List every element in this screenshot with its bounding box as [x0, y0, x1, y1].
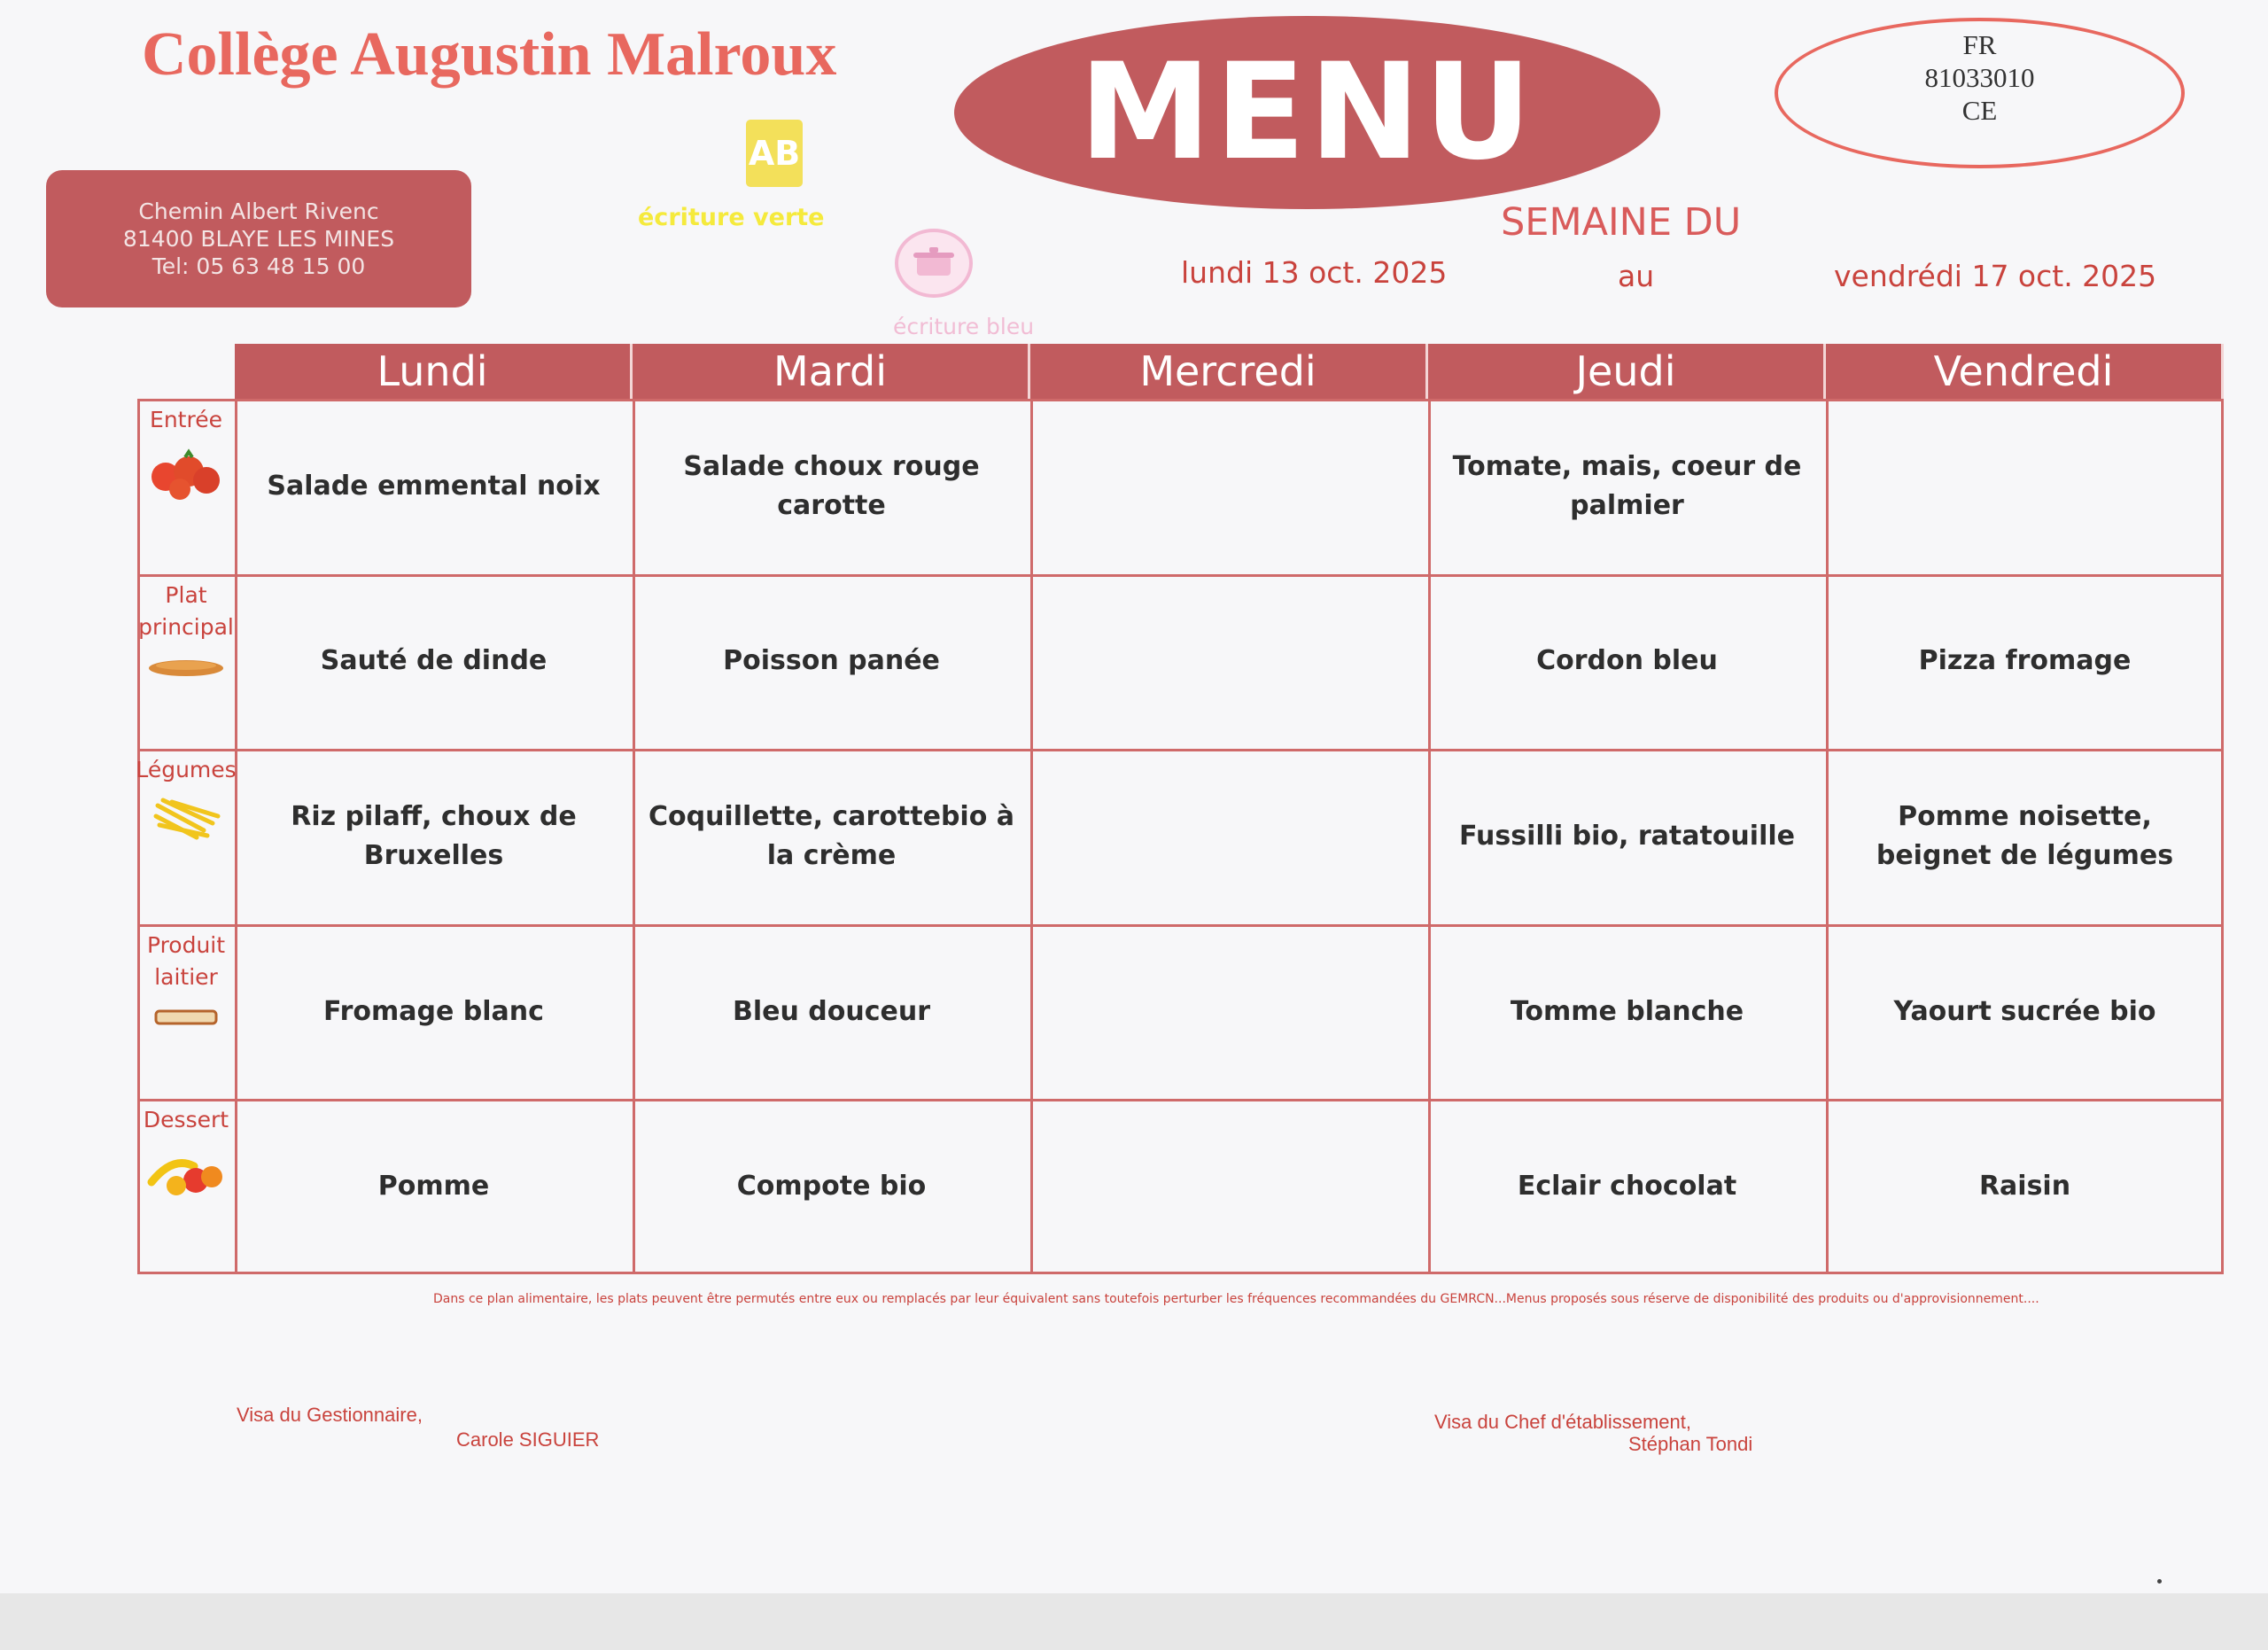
menu-dish-cell [1030, 749, 1428, 924]
menu-dish-cell: Bleu douceur [732, 995, 931, 1027]
menu-dish-cell: Pomme noisette, beignet de légumes [1876, 800, 2174, 871]
address-line2: 81400 BLAYE LES MINES [122, 226, 395, 252]
menu-dish-cell: Yaourt sucrée bio [1893, 995, 2156, 1027]
menu-dish-cell: Cordon bleu [1536, 645, 1718, 677]
menu-dish-cell: Pomme [377, 1171, 490, 1202]
menu-dish-cell: Sauté de dinde [320, 645, 548, 677]
scan-dot [2157, 1579, 2162, 1584]
category-cell [137, 1099, 235, 1274]
menu-dish-cell: Salade emmental noix [267, 470, 601, 502]
date-to: vendrédi 17 oct. 2025 [1834, 259, 2157, 293]
fruit-icon [146, 1147, 226, 1204]
approval-stamp [1775, 18, 2185, 168]
cheese-icon [151, 1004, 221, 1035]
menu-dish-cell: Fussilli bio, ratatouille [1459, 820, 1795, 852]
menu-dish-cell: Riz pilaff, choux de Bruxelles [291, 800, 577, 871]
tomatoes-icon [146, 447, 226, 504]
green-writing-note: écriture verte [638, 204, 825, 231]
menu-dish-cell: Eclair chocolat [1517, 1171, 1737, 1202]
gestionnaire-name: Carole SIGUIER [456, 1428, 600, 1451]
category-cell [137, 749, 235, 924]
address-phone: Tel: 05 63 48 15 00 [151, 253, 366, 279]
day-header-jeudi: Jeudi [1428, 344, 1826, 399]
menu-title: MENU [954, 16, 1660, 209]
category-cell [137, 574, 235, 750]
menu-dish-cell [1030, 399, 1428, 574]
date-separator: au [1618, 259, 1655, 293]
stamp-line1: FR [1962, 29, 1997, 60]
category-cell [137, 924, 235, 1100]
menu-dish-cell: Tomme blanche [1510, 995, 1744, 1027]
address-line1: Chemin Albert Rivenc [138, 198, 379, 224]
address-box [46, 170, 471, 307]
week-title: SEMAINE DU [1501, 200, 1742, 245]
chef-name: Stéphan Tondi [1628, 1433, 1753, 1455]
category-cell [137, 399, 235, 574]
visa-gestionnaire: Visa du Gestionnaire, [237, 1404, 423, 1426]
disclaimer: Dans ce plan alimentaire, les plats peuvent être permutés entre eux ou remplacés par leur équivalent sans toutefois perturber les fréquences recommandées du GEMRCN...Menus proposés sous réserve de disponibilité des produits ou d'approvisionnement.... [433, 1292, 2039, 1306]
category-label: Légumes [136, 757, 237, 783]
menu-dish-cell: Fromage blanc [323, 995, 544, 1027]
fries-icon [151, 797, 221, 845]
day-header-vendredi: Vendredi [1826, 344, 2224, 399]
category-label: Dessert [143, 1107, 229, 1133]
menu-dish-cell: Poisson panée [723, 645, 940, 677]
date-from: lundi 13 oct. 2025 [1181, 255, 1448, 290]
menu-dish-cell [1030, 1099, 1428, 1274]
organic-ab-logo: AB [746, 120, 803, 187]
menu-dish-cell: Compote bio [736, 1171, 927, 1202]
menu-dish-cell: Pizza fromage [1918, 645, 2132, 677]
visa-chef: Visa du Chef d'établissement, [1434, 1411, 1691, 1433]
stamp-line2: 81033010 [1924, 62, 2035, 93]
menu-dish-cell: Salade choux rouge carotte [683, 450, 980, 521]
day-header-lundi: Lundi [235, 344, 633, 399]
category-label: Produit laitier [146, 931, 226, 990]
menu-table [137, 344, 2224, 1274]
meat-icon [146, 654, 226, 685]
day-header-mardi: Mardi [633, 344, 1030, 399]
menu-dish-cell: Tomate, mais, coeur de palmier [1452, 450, 1802, 521]
scan-background [0, 1593, 2268, 1650]
day-header-mercredi: Mercredi [1030, 344, 1428, 399]
stamp-line3: CE [1961, 95, 1998, 126]
homemade-pot-icon [895, 229, 973, 298]
menu-dish-cell [1030, 924, 1428, 1100]
category-label: Plat principal [138, 581, 234, 640]
school-name: Collège Augustin Malroux [142, 20, 837, 89]
blue-writing-note: écriture bleu [893, 314, 1035, 339]
category-label: Entrée [150, 407, 222, 432]
menu-dish-cell: Raisin [1978, 1171, 2071, 1202]
menu-dish-cell [1826, 399, 2224, 574]
menu-dish-cell [1030, 574, 1428, 750]
menu-dish-cell: Coquillette, carottebio à la crème [648, 800, 1015, 871]
